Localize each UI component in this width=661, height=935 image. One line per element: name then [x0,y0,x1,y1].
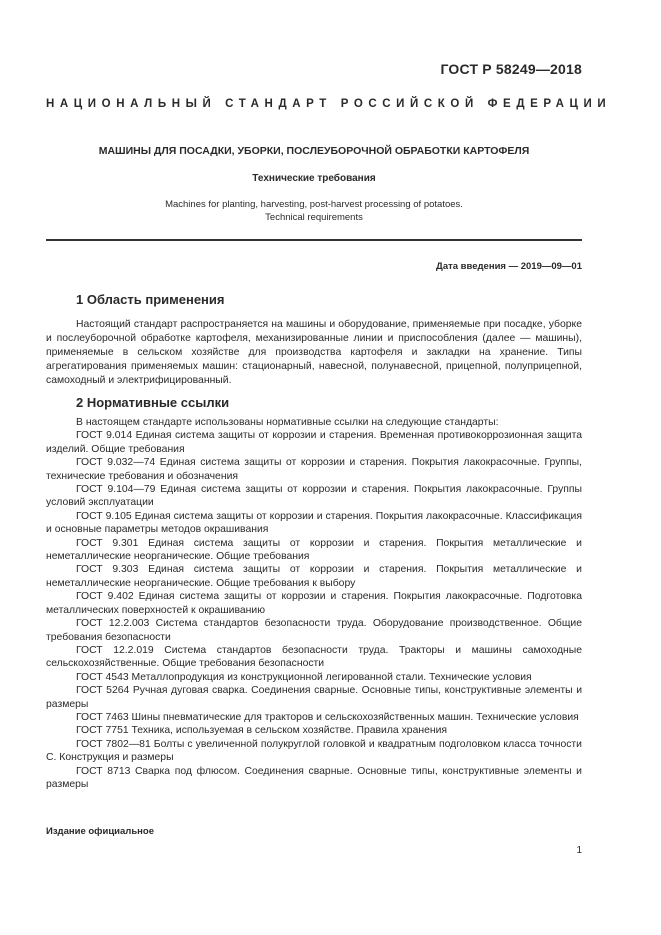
reference-item: ГОСТ 4543 Металлопродукция из конструкционной легированной стали. Технические условия [76,671,532,683]
section-2-heading: 2 Нормативные ссылки [76,395,230,410]
reference-item: ГОСТ 7802—81 Болты с увеличенной полукруглой головкой и квадратным подголовком класса точности С. Конструкция и размеры [46,738,582,764]
section-1-heading: 1 Область применения [76,292,225,307]
reference-item: ГОСТ 9.014 Единая система защиты от коррозии и старения. Временная противокоррозионная защита изделий. Общие требования [46,430,582,455]
reference-item: ГОСТ 9.303 Единая система защиты от коррозии и старения. Покрытия металлические и неметаллические неорганические. Общие требования к выбору [46,564,582,589]
reference-item: В настоящем стандарте использованы нормативные ссылки на следующие стандарты: [76,417,499,428]
document-title: МАШИНЫ ДЛЯ ПОСАДКИ, УБОРКИ, ПОСЛЕУБОРОЧНОЙ ОБРАБОТКИ КАРТОФЕЛЯ [98,145,530,157]
english-title-line: Technical requirements [265,212,363,223]
title-divider [46,239,582,241]
english-title [46,198,582,224]
english-title-line: Machines for planting, harvesting, post-harvest processing of potatoes. [165,199,463,210]
reference-item: ГОСТ 9.301 Единая система защиты от коррозии и старения. Покрытия металлические и неметаллические неорганические. Общие требования [46,537,582,563]
reference-item: ГОСТ 8713 Сварка под флюсом. Соединения сварные. Основные типы, конструктивные элементы и размеры [46,765,582,790]
reference-item: ГОСТ 12.2.019 Система стандартов безопасности труда. Тракторы и машины самоходные сельскохозяйственные. Общие требования безопасности [46,644,582,670]
reference-item: ГОСТ 5264 Ручная дуговая сварка. Соединения сварные. Основные типы, конструктивные элементы и размеры [46,685,582,710]
reference-item: ГОСТ 9.032—74 Единая система защиты от коррозии и старения. Покрытия лакокрасочные. Группы, технические требования и обозначения [46,457,582,482]
standard-number: ГОСТ Р 58249—2018 [440,61,582,77]
reference-item: ГОСТ 9.105 Единая система защиты от коррозии и старения. Покрытия лакокрасочные. Классификация и основные параметры методов окрашивания [46,510,582,536]
page-number: 1 [576,845,582,856]
reference-item: ГОСТ 7751 Техника, используемая в сельском хозяйстве. Правила хранения [76,725,448,737]
reference-item: ГОСТ 9.104—79 Единая система защиты от коррозии и старения. Покрытия лакокрасочные. Группы условий эксплуатации [46,484,582,509]
introduction-date: Дата введения — 2019—09—01 [436,261,582,272]
reference-item: ГОСТ 12.2.003 Система стандартов безопасности труда. Оборудование производственное. Общие требования безопасности [46,618,582,643]
section-1-text: Настоящий стандарт распространяется на машины и оборудование, применяемые при посадке, уборке и послеуборочной обработке картофеля, механизированные линии и приспособления (далее — машины), применяемые в сельском хозяйстве для производства картофеля и закладки на хранение. Типы агрегатирования применяемых машин: стационарный, навесной, полунавесной, прицепной, полуприцепной, самоходный и электрифицированный. [46,319,582,386]
document-subtitle: Технические требования [252,173,376,184]
official-edition-label: Издание официальное [46,826,154,837]
national-standard-label: НАЦИОНАЛЬНЫЙ СТАНДАРТ РОССИЙСКОЙ ФЕДЕРАЦИИ [46,98,612,110]
reference-item: ГОСТ 9.402 Единая система защиты от коррозии и старения. Покрытия лакокрасочные. Подготовка металлических поверхностей к окрашиванию [46,591,582,616]
reference-item: ГОСТ 7463 Шины пневматические для тракторов и сельскохозяйственных машин. Технические условия [76,711,579,723]
normative-references-list [46,416,582,791]
